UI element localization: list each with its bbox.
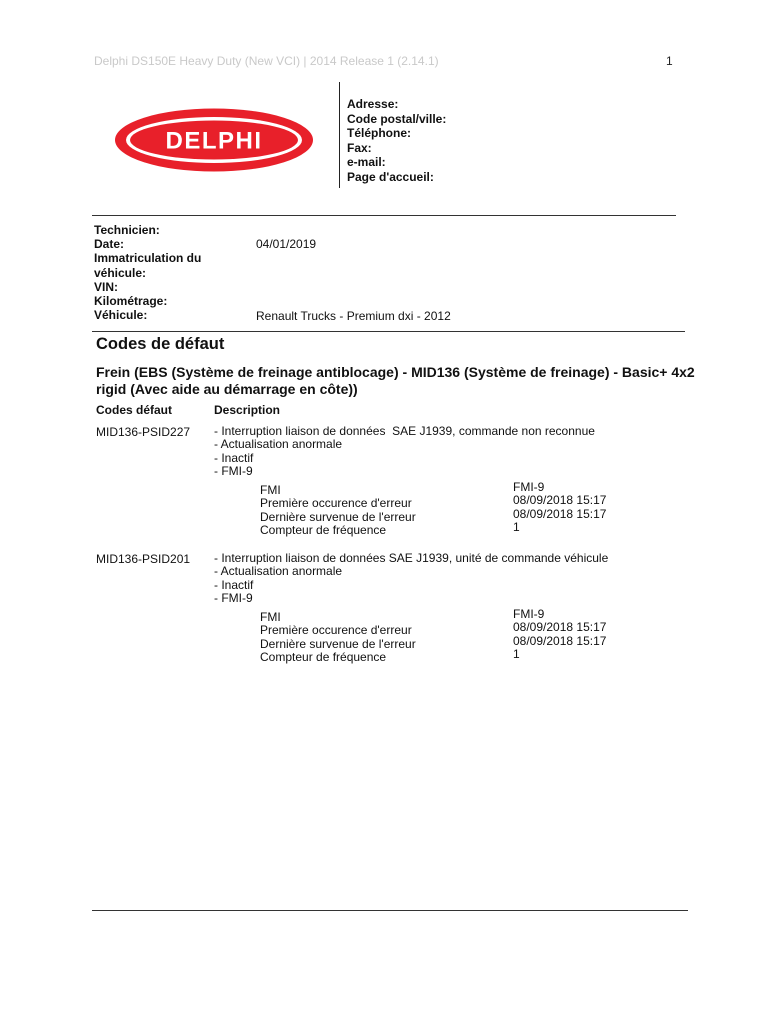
detail-value: 08/09/2018 15:17 xyxy=(513,493,607,508)
address-label: Adresse: xyxy=(347,97,399,111)
detail-value: 08/09/2018 15:17 xyxy=(513,506,607,521)
date-label: Date: xyxy=(94,237,125,252)
fault-description-line: - Interruption liaison de données SAE J1939, unité de commande véhicule xyxy=(214,551,609,565)
logo-divider xyxy=(339,82,340,188)
fault-code: MID136-PSID227 xyxy=(96,425,191,439)
column-header-description: Description xyxy=(214,403,281,417)
vin-label: VIN: xyxy=(94,279,118,294)
postal-city-label: Code postal/ville: xyxy=(347,111,447,126)
fax-label: Fax: xyxy=(347,140,372,155)
detail-key: Compteur de fréquence xyxy=(260,523,387,538)
delphi-logo xyxy=(114,108,314,172)
mileage-label: Kilométrage: xyxy=(94,294,168,309)
fault-description-line: - Inactif xyxy=(214,577,254,592)
phone-label: Téléphone: xyxy=(347,126,412,141)
address-block xyxy=(347,97,446,185)
date-value: 04/01/2019 xyxy=(256,237,317,251)
fault-codes-heading: Codes de défaut xyxy=(96,335,225,353)
detail-value: 1 xyxy=(513,520,520,535)
system-section-title: Frein (EBS (Système de freinage antiblocage) - MID136 (Système de freinage) - Basic+ 4x2 rigid (Avec aide au démarrage en côte)) xyxy=(96,364,695,397)
detail-key: Dernière survenue de l'erreur xyxy=(260,636,416,651)
detail-value: FMI-9 xyxy=(513,607,545,621)
fault-description-line: - Actualisation anormale xyxy=(214,437,343,452)
fault-description-line: - FMI-9 xyxy=(214,464,253,479)
column-header-code: Codes défaut xyxy=(96,403,173,417)
detail-value: 1 xyxy=(513,647,520,662)
registration-label: Immatriculation du xyxy=(94,251,202,266)
vehicle-info-labels xyxy=(94,223,244,322)
detail-key: Dernière survenue de l'erreur xyxy=(260,509,416,524)
registration-label-cont: véhicule: xyxy=(94,265,147,280)
vehicle-value: Renault Trucks - Premium dxi - 2012 xyxy=(256,309,451,323)
technician-label: Technicien: xyxy=(94,223,160,237)
divider-middle xyxy=(92,331,685,332)
fault-description xyxy=(214,425,674,479)
homepage-label: Page d'accueil: xyxy=(347,169,434,184)
divider-bottom xyxy=(92,910,688,911)
fault-code: MID136-PSID201 xyxy=(96,552,191,566)
fault-description xyxy=(214,552,674,606)
detail-key: Compteur de fréquence xyxy=(260,650,387,665)
detail-value: FMI-9 xyxy=(513,480,545,494)
detail-key: FMI xyxy=(260,610,281,624)
detail-key: Première occurence d'erreur xyxy=(260,623,412,638)
detail-key: Première occurence d'erreur xyxy=(260,496,412,511)
fault-detail-keys xyxy=(260,611,416,665)
logo-text: DELPHI xyxy=(165,127,263,155)
fault-detail-values xyxy=(513,481,606,535)
page-number: 1 xyxy=(666,54,673,68)
fault-description-line: - Inactif xyxy=(214,450,254,465)
divider-top xyxy=(92,215,676,216)
fault-description-line: - Interruption liaison de données SAE J1939, commande non reconnue xyxy=(214,424,595,438)
email-label: e-mail: xyxy=(347,155,386,170)
document-header-title: Delphi DS150E Heavy Duty (New VCI) | 2014 Release 1 (2.14.1) xyxy=(94,54,439,68)
detail-value: 08/09/2018 15:17 xyxy=(513,633,607,648)
detail-key: FMI xyxy=(260,483,281,497)
detail-value: 08/09/2018 15:17 xyxy=(513,620,607,635)
fault-description-line: - FMI-9 xyxy=(214,591,253,606)
fault-detail-values xyxy=(513,608,606,662)
fault-description-line: - Actualisation anormale xyxy=(214,564,343,579)
vehicle-label: Véhicule: xyxy=(94,308,148,323)
fault-detail-keys xyxy=(260,484,416,538)
